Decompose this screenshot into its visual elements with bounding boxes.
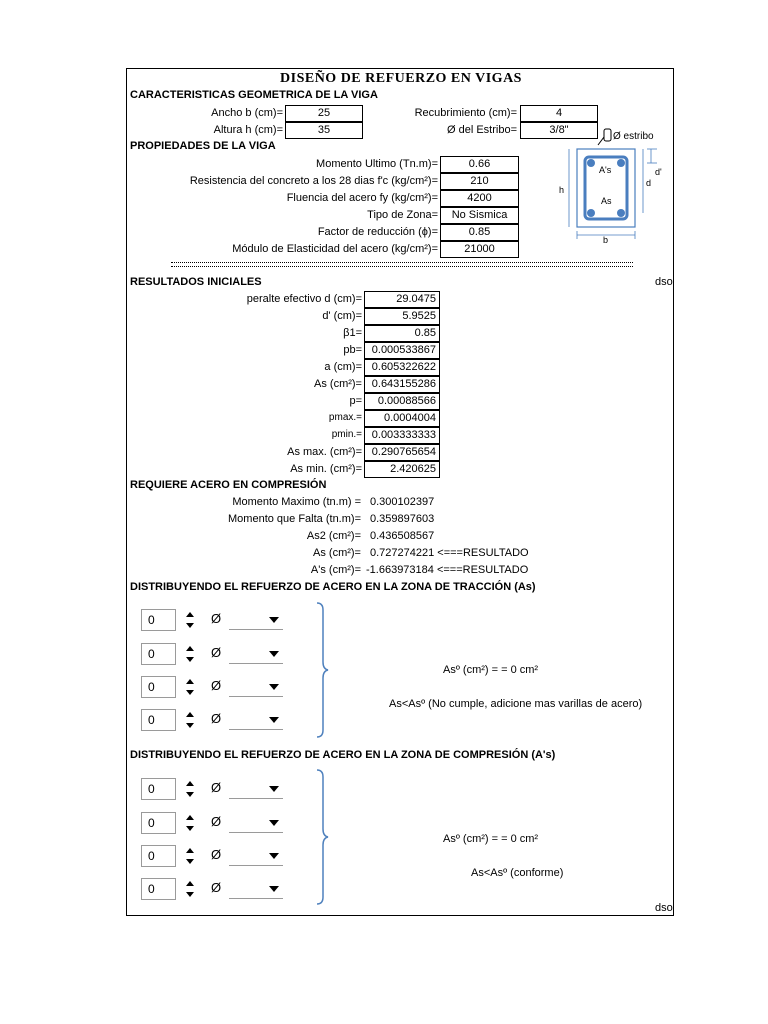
compresion-check: As<Asº (conforme) (471, 867, 564, 879)
compression-label: Momento Maximo (tn.m) = (232, 496, 361, 508)
bar-diameter-select[interactable] (229, 710, 283, 730)
top-bar-right (617, 159, 625, 167)
result-value: 0.290765654 (364, 444, 440, 461)
estribo-label: Ø del Estribo= (446, 124, 517, 136)
signature-bottom: dso (655, 902, 673, 914)
compression-label: A's (cm²)= (310, 564, 361, 576)
result-label: d' (cm)= (322, 310, 362, 322)
prop-input[interactable]: 210 (440, 173, 519, 190)
prop-input[interactable]: 0.85 (440, 224, 519, 241)
compression-value: 0.300102397 (370, 496, 435, 508)
bar-diameter-select[interactable] (229, 779, 283, 799)
result-value: 0.643155286 (364, 376, 440, 393)
prop-label: Fluencia del acero fy (kg/cm²)= (286, 192, 438, 204)
bottom-bars-label: As (601, 196, 612, 206)
traccion-header: DISTRIBUYENDO EL REFUERZO DE ACERO EN LA ZONA DE TRACCIÓN (As) (130, 581, 536, 593)
compression-value: 0.359897603 (370, 513, 435, 525)
result-value: 0.000533867 (364, 342, 440, 359)
compresion-zone-header: DISTRIBUYENDO EL REFUERZO DE ACERO EN LA ZONA DE COMPRESIÓN (A's) (130, 749, 556, 761)
prop-input[interactable]: 21000 (440, 241, 519, 258)
prop-input[interactable]: 0.66 (440, 156, 519, 173)
bottom-bar-right (617, 209, 625, 217)
results-header: RESULTADOS INICIALES (130, 276, 262, 288)
result-label: β1= (343, 327, 362, 339)
signature: dso (655, 276, 673, 288)
prop-label: Tipo de Zona= (367, 209, 438, 221)
compression-label: As (cm²)= (313, 547, 361, 559)
bar-count-input[interactable]: 0 (141, 676, 176, 698)
prop-input[interactable]: 4200 (440, 190, 519, 207)
compression-value: 0.436508567 (370, 530, 435, 542)
result-value: 0.003333333 (364, 427, 440, 444)
diameter-icon: Ø (211, 678, 222, 693)
diameter-icon: Ø (211, 780, 222, 795)
result-value: 0.605322622 (364, 359, 440, 376)
bar-count-stepper[interactable] (178, 676, 202, 698)
diameter-icon: Ø (211, 814, 222, 829)
bar-count-input[interactable]: 0 (141, 845, 176, 867)
bar-count-input[interactable]: 0 (141, 709, 176, 731)
prop-label: Módulo de Elasticidad del acero (kg/cm²)= (232, 243, 438, 255)
group-brace (315, 769, 329, 905)
result-value: 29.0475 (364, 291, 440, 308)
compresion-as-result: Asº (cm²) = = 0 cm² (443, 833, 539, 845)
b-label: b (603, 235, 609, 243)
result-value: 0.85 (364, 325, 440, 342)
altura-input[interactable]: 35 (285, 122, 363, 139)
diameter-icon: Ø (211, 847, 222, 862)
bar-count-stepper[interactable] (178, 878, 202, 900)
tipo-zona-select[interactable]: No Sismica (440, 207, 519, 224)
separator (171, 266, 633, 267)
compression-header: REQUIERE ACERO EN COMPRESIÓN (130, 479, 327, 491)
bar-count-stepper[interactable] (178, 845, 202, 867)
result-label: pmax.= (328, 412, 362, 423)
geometry-header: CARACTERISTICAS GEOMETRICA DE LA VIGA (130, 89, 378, 101)
diameter-icon: Ø (211, 711, 222, 726)
diameter-icon: Ø (211, 611, 222, 626)
bar-count-stepper[interactable] (178, 778, 202, 800)
bar-diameter-select[interactable] (229, 813, 283, 833)
recubrimiento-label: Recubrimiento (cm)= (414, 107, 517, 119)
result-label: pb= (343, 344, 362, 356)
bar-count-input[interactable]: 0 (141, 878, 176, 900)
bar-count-stepper[interactable] (178, 709, 202, 731)
bar-diameter-select[interactable] (229, 846, 283, 866)
top-bar-left (587, 159, 595, 167)
result-value: 2.420625 (364, 461, 440, 478)
compression-value: -1.663973184 <===RESULTADO (366, 564, 529, 576)
compression-label: Momento que Falta (tn.m)= (228, 513, 361, 525)
bar-count-stepper[interactable] (178, 643, 202, 665)
result-label: As (cm²)= (314, 378, 362, 390)
group-brace (315, 602, 329, 738)
prop-label: Factor de reducción (ϕ)= (317, 226, 438, 238)
h-label: h (559, 185, 565, 195)
result-label: a (cm)= (324, 361, 362, 373)
separator (171, 262, 633, 263)
compression-value: 0.727274221 <===RESULTADO (370, 547, 529, 559)
prop-label: Momento Ultimo (Tn.m)= (316, 158, 438, 170)
bar-diameter-select[interactable] (229, 879, 283, 899)
bar-count-input[interactable]: 0 (141, 778, 176, 800)
result-value: 0.0004004 (364, 410, 440, 427)
result-label: pmin.= (331, 429, 362, 440)
result-label: peralte efectivo d (cm)= (246, 293, 362, 305)
spreadsheet-sheet (126, 68, 674, 916)
recubrimiento-input[interactable]: 4 (520, 105, 598, 122)
bar-count-stepper[interactable] (178, 812, 202, 834)
result-label: As min. (cm²)= (290, 463, 362, 475)
dprime-label: d' (655, 167, 662, 177)
traccion-as-result: Asº (cm²) = = 0 cm² (443, 664, 539, 676)
bar-diameter-select[interactable] (229, 644, 283, 664)
ancho-label: Ancho b (cm)= (211, 107, 283, 119)
d-label: d (646, 178, 652, 188)
bar-count-input[interactable]: 0 (141, 609, 176, 631)
result-value: 5.9525 (364, 308, 440, 325)
page-title: DISEÑO DE REFUERZO EN VIGAS (280, 71, 522, 86)
result-label: As max. (cm²)= (287, 446, 362, 458)
altura-label: Altura h (cm)= (213, 124, 283, 136)
bar-count-input[interactable]: 0 (141, 812, 176, 834)
top-bars-label: A's (599, 165, 612, 175)
result-label: p= (349, 395, 362, 407)
result-value: 0.00088566 (364, 393, 440, 410)
bar-count-input[interactable]: 0 (141, 643, 176, 665)
beam-section-diagram (547, 123, 672, 243)
bar-diameter-select[interactable] (229, 677, 283, 697)
stirrup-callout-icon (604, 129, 611, 141)
bar-diameter-select[interactable] (229, 610, 283, 630)
callout-leader (598, 137, 604, 145)
bar-count-stepper[interactable] (178, 609, 202, 631)
bottom-bar-left (587, 209, 595, 217)
prop-label: Resistencia del concreto a los 28 dias f'c (kg/cm²)= (189, 175, 438, 187)
properties-header: PROPIEDADES DE LA VIGA (130, 140, 276, 152)
diameter-icon: Ø (211, 645, 222, 660)
traccion-check: As<Asº (No cumple, adicione mas varillas de acero) (389, 698, 643, 710)
compression-label: As2 (cm²)= (306, 530, 361, 542)
diameter-icon: Ø (211, 880, 222, 895)
ancho-input[interactable]: 25 (285, 105, 363, 122)
estribo-input[interactable]: 3/8" (520, 122, 598, 139)
estribo-callout: Ø estribo (613, 131, 654, 142)
